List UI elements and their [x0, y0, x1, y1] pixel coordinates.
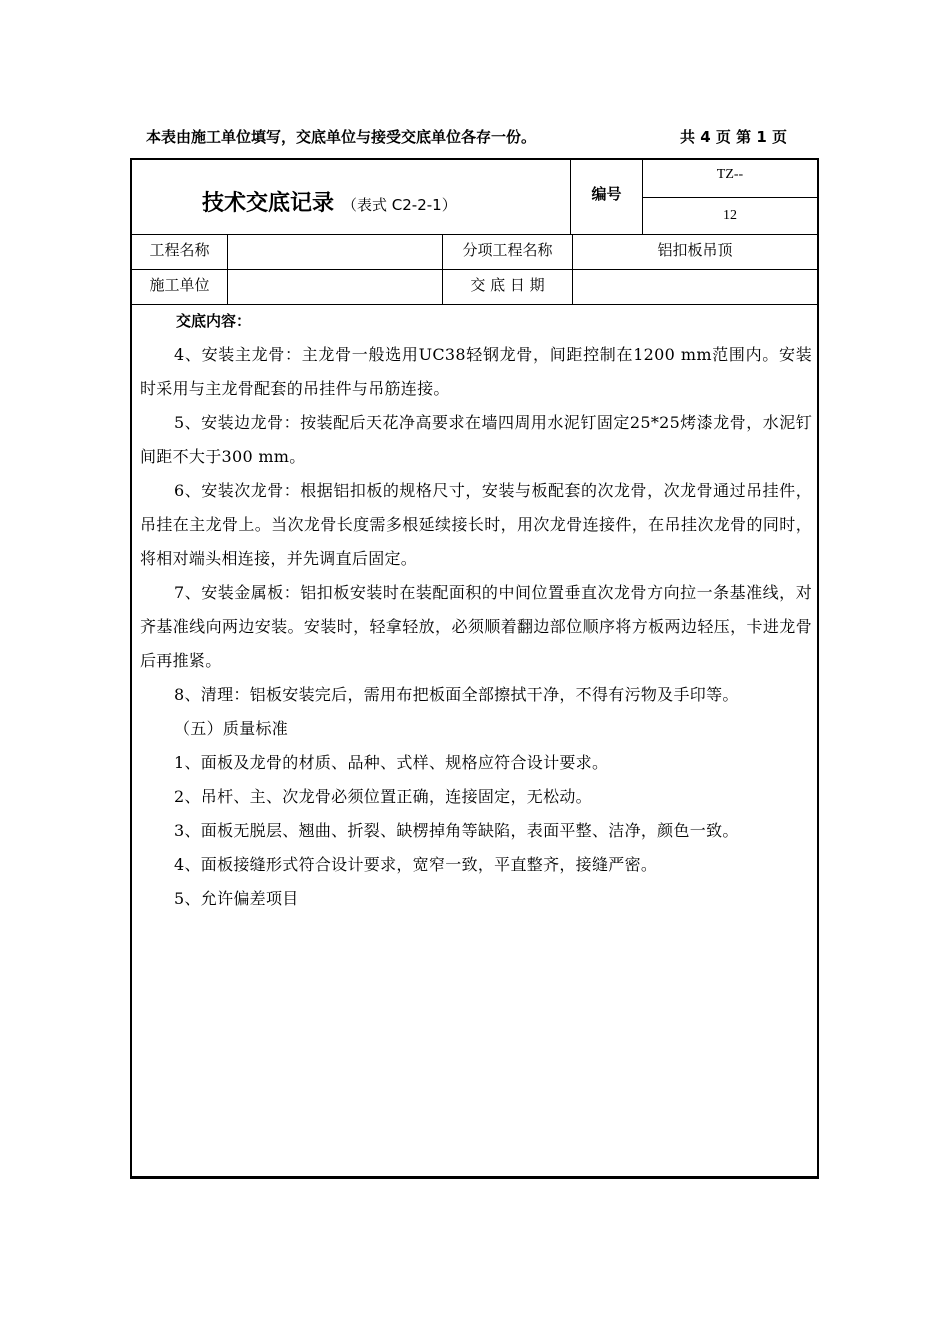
contractor-value [228, 270, 442, 304]
content-paragraph: 3、面板无脱层、翘曲、折裂、缺楞掉角等缺陷，表面平整、洁净，颜色一致。 [174, 821, 739, 840]
content-paragraph: 5、允许偏差项目 [174, 889, 299, 908]
form-instruction-note: 本表由施工单位填写，交底单位与接受交底单位各存一份。 [146, 128, 537, 146]
page-indicator: 共 4 页 第 1 页 [680, 128, 787, 146]
serial-number: 12 [723, 208, 737, 223]
quality-standard-heading: （五）质量标准 [174, 719, 289, 738]
project-name-label: 工程名称 [149, 240, 210, 259]
date-label: 交 底 日 期 [470, 275, 545, 294]
sub-project-label: 分项工程名称 [462, 240, 553, 259]
content-paragraph: 2、吊杆、主、次龙骨必须位置正确，连接固定，无松动。 [174, 787, 592, 806]
technical-disclosure-form [130, 158, 819, 1179]
content-heading: 交底内容： [176, 312, 252, 330]
content-paragraph: 1、面板及龙骨的材质、品种、式样、规格应符合设计要求。 [174, 753, 609, 772]
serial-label: 编号 [591, 184, 622, 203]
disclosure-content [140, 310, 812, 916]
content-paragraph: 8、清理：铝板安装完后，需用布把板面全部擦拭干净，不得有污物及手印等。 [174, 685, 739, 704]
form-title [202, 186, 457, 217]
sub-project-value: 铝扣板吊顶 [657, 240, 733, 259]
content-paragraph: 7、安装金属板：铝扣板安装时在装配面积的中间位置垂直次龙骨方向拉一条基准线，对齐基准线向两边安装。安装时，轻拿轻放，必须顺着翻边部位顺序将方板两边轻压，卡进龙骨后再推紧。 [140, 583, 812, 670]
content-paragraph: 6、安装次龙骨：根据铝扣板的规格尺寸，安装与板配套的次龙骨，次龙骨通过吊挂件，吊挂在主龙骨上。当次龙骨长度需多根延续接长时，用次龙骨连接件，在吊挂次龙骨的同时，将相对端头相连接，并先调直后固定。 [140, 481, 812, 568]
serial-prefix: TZ-- [716, 167, 744, 182]
date-value [573, 270, 817, 304]
content-paragraph: 4、安装主龙骨：主龙骨一般选用UC38轻钢龙骨，间距控制在1200 mm范围内。安装时采用与主龙骨配套的吊挂件与吊筋连接。 [140, 345, 812, 398]
project-name-value [228, 235, 442, 269]
row2-bottom-line [132, 304, 817, 305]
form-code: （表式 C2-2-1） [342, 196, 457, 214]
content-paragraph: 5、安装边龙骨：按装配后天花净高要求在墙四周用水泥钉固定25*25烤漆龙骨，水泥钉间距不大于300 mm。 [140, 413, 812, 466]
content-paragraph: 4、面板接缝形式符合设计要求，宽窄一致，平直整齐，接缝严密。 [174, 855, 658, 874]
form-title-text: 技术交底记录 [202, 191, 335, 216]
contractor-label: 施工单位 [149, 275, 210, 294]
